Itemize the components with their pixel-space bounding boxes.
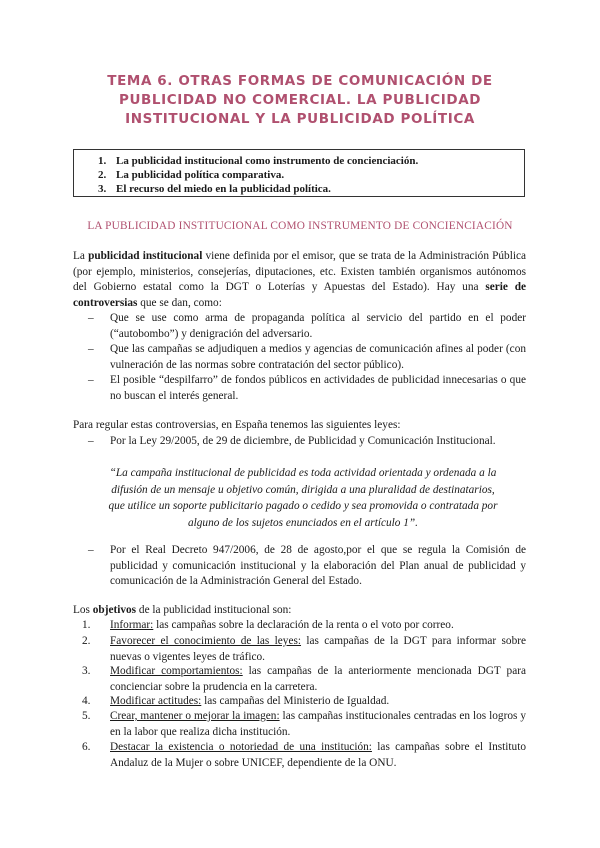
objectives-intro: Los objetivos de la publicidad institucional son: [73, 604, 292, 616]
list-item: – El posible “despilfarro” de fondos públicos en actividades de publicidad innecesarias o que no buscan el interés general. [88, 374, 526, 402]
law-quote: “La campaña institucional de publicidad es toda actividad orientada y ordenada a la difusión de un mensaje u objetivo común, dirigida a una pluralidad de destinatarios, que utilice un soporte publicitario pagado o cedido y sea promovida o contratada por alguno de los sujetos enunciados en el artículo 1”. [108, 467, 498, 529]
list-item: – Que se use como arma de propaganda política al servicio del partido en el poder (“autobombo”) y denigración del adversario. [88, 312, 526, 340]
laws-intro: Para regular estas controversias, en España tenemos las siguientes leyes: [73, 419, 401, 431]
toc-item: 1. La publicidad institucional como instrumento de concienciación. [98, 155, 419, 167]
section-heading: LA PUBLICIDAD INSTITUCIONAL COMO INSTRUMENTO DE CONCIENCIACIÓN [87, 220, 513, 232]
list-item: 1. Informar: las campañas sobre la declaración de la renta o el voto por correo. [82, 619, 454, 631]
toc-item: 3. El recurso del miedo en la publicidad política. [98, 183, 331, 195]
list-item: 2. Favorecer el conocimiento de las leyes: las campañas de la DGT para informar sobre nuevas o vigentes leyes de tráfico. [82, 635, 526, 663]
toc-item: 2. La publicidad política comparativa. [98, 169, 285, 181]
table-of-contents [73, 149, 525, 197]
list-item: 6. Destacar la existencia o notoriedad de una institución: las campañas sobre el Instituto Andaluz de la Mujer o sobre UNICEF, dependiente de la ONU. [82, 741, 526, 769]
list-item: – Por la Ley 29/2005, de 29 de diciembre, de Publicidad y Comunicación Institucional. [88, 435, 496, 447]
list-item: 5. Crear, mantener o mejorar la imagen: las campañas institucionales centradas en los logros y en la labor que realiza dicha institución. [82, 710, 526, 738]
list-item: – Que las campañas se adjudiquen a medios y agencias de comunicación afines al poder (con vulneración de las normas sobre contratación del sector público). [88, 343, 526, 371]
list-item: 4. Modificar actitudes: las campañas del Ministerio de Igualdad. [82, 695, 390, 707]
intro-paragraph: La publicidad institucional viene definida por el emisor, que se trata de la Administración Pública (por ejemplo, ministerios, consejerías, diputaciones, etc. Existen también organismos autónomos del Gobierno estatal como la DGT o Loterías y Apuestas del Estado). Hay una serie de controversias que se dan, como: [73, 250, 527, 309]
page-title: TEMA 6. OTRAS FORMAS DE COMUNICACIÓN DE PUBLICIDAD NO COMERCIAL. LA PUBLICIDAD INSTITUCIONAL Y LA PUBLICIDAD POLÍTICA [107, 73, 493, 127]
list-item: 3. Modificar comportamientos: las campañas de la anteriormente mencionada DGT para concienciar sobre la prudencia en la carretera. [82, 665, 526, 693]
list-item: – Por el Real Decreto 947/2006, de 28 de agosto,por el que se regula la Comisión de publicidad y comunicación institucional y la elaboración del Plan anual de publicidad y comunicación de la Administración General del Estado. [88, 544, 526, 588]
